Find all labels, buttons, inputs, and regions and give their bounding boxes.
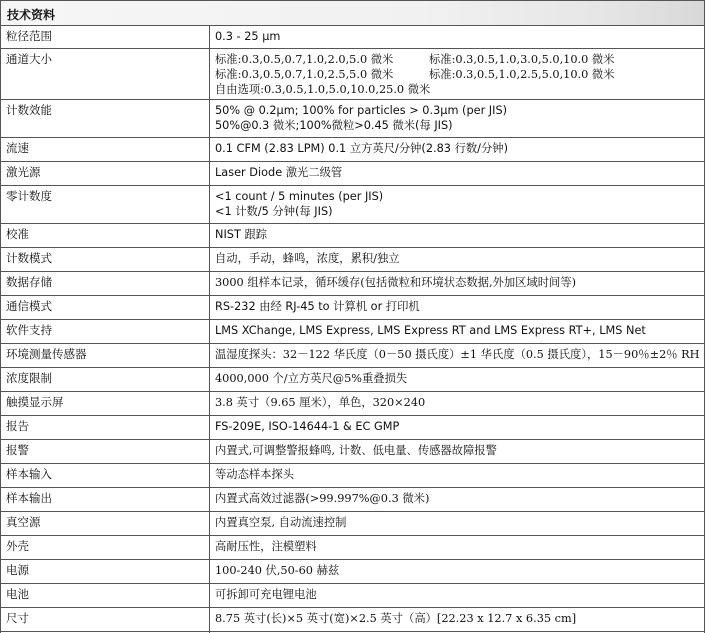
spec-value-line: <1 count / 5 minutes (per JIS) xyxy=(215,190,384,203)
spec-label: 真空源 xyxy=(1,512,210,536)
spec-value-line: 等动态样本探头 xyxy=(215,468,295,481)
spec-value-line: 3.8 英寸（9.65 厘米），单色，320×240 xyxy=(215,396,426,409)
spec-value xyxy=(210,296,705,320)
spec-label: 电池 xyxy=(1,584,210,608)
spec-row xyxy=(1,536,705,560)
spec-value-line: <1 计数/5 分钟(每 JIS) xyxy=(215,205,333,218)
spec-label: 计数效能 xyxy=(1,100,210,138)
spec-row xyxy=(1,392,705,416)
spec-label: 激光源 xyxy=(1,162,210,186)
spec-value-line: 0.1 CFM (2.83 LPM) 0.1 立方英尺/分钟(2.83 行数/分钟) xyxy=(215,142,508,155)
spec-value xyxy=(210,464,705,488)
spec-table xyxy=(0,25,705,633)
spec-value xyxy=(210,248,705,272)
spec-row xyxy=(1,100,705,138)
spec-label: 计数模式 xyxy=(1,248,210,272)
spec-row xyxy=(1,272,705,296)
spec-label: 通信模式 xyxy=(1,296,210,320)
spec-value xyxy=(210,512,705,536)
spec-label: 数据存储 xyxy=(1,272,210,296)
spec-row xyxy=(1,26,705,49)
spec-value xyxy=(210,320,705,344)
spec-value xyxy=(210,162,705,186)
spec-label: 校准 xyxy=(1,224,210,248)
spec-row xyxy=(1,464,705,488)
spec-value xyxy=(210,138,705,162)
spec-value-line: 50%@0.3 微米;100%微粒>0.45 微米(每 JIS) xyxy=(215,119,453,132)
channel-option: 标准:0.3,0.5,0.7,1.0,2.0,5.0 微米 xyxy=(215,53,394,66)
channel-line xyxy=(215,67,699,82)
spec-value-line: LMS XChange, LMS Express, LMS Express RT and LMS Express RT+, LMS Net xyxy=(215,324,646,337)
spec-value-line: 高耐压性，注模塑料 xyxy=(215,540,317,553)
spec-value-line: RS-232 由经 RJ-45 to 计算机 or 打印机 xyxy=(215,300,420,313)
spec-label: 报告 xyxy=(1,416,210,440)
spec-value-line: Laser Diode 激光二级管 xyxy=(215,166,343,179)
channel-option: 标准:0.3,0.5,1.0,2.5,5.0,10.0 微米 xyxy=(429,68,615,81)
spec-value xyxy=(210,416,705,440)
spec-row xyxy=(1,416,705,440)
spec-value-line: 内置真空泵, 自动流速控制 xyxy=(215,516,347,529)
channel-custom-option: 自由选项:0.3,0.5,1.0,5.0,10.0,25.0 微米 xyxy=(215,83,431,96)
spec-value xyxy=(210,272,705,296)
table-title-bar xyxy=(0,0,705,26)
spec-value xyxy=(210,49,705,100)
channel-option: 标准:0.3,0.5,0.7,1.0,2.5,5.0 微米 xyxy=(215,68,394,81)
spec-row xyxy=(1,248,705,272)
spec-label: 浓度限制 xyxy=(1,368,210,392)
spec-row xyxy=(1,224,705,248)
table-title: 技术资料 xyxy=(7,8,56,22)
spec-value-line: 自动，手动，蜂鸣，浓度，累积/独立 xyxy=(215,252,400,265)
spec-value xyxy=(210,440,705,464)
spec-label: 流速 xyxy=(1,138,210,162)
spec-value xyxy=(210,344,705,368)
spec-value-line: FS-209E, ISO-14644-1 & EC GMP xyxy=(215,420,400,433)
spec-value xyxy=(210,186,705,224)
spec-label: 尺寸 xyxy=(1,608,210,632)
spec-label: 触摸显示屏 xyxy=(1,392,210,416)
spec-value-line: 3000 组样本记录，循环缓存(包括微粒和环境状态数据,外加区域时间等) xyxy=(215,276,577,289)
spec-value-line: 50% @ 0.2µm; 100% for particles > 0.3µm (per JIS) xyxy=(215,104,508,117)
spec-value xyxy=(210,488,705,512)
spec-label: 零计数度 xyxy=(1,186,210,224)
spec-row xyxy=(1,440,705,464)
spec-value-line: 可拆卸可充电锂电池 xyxy=(215,588,317,601)
spec-row xyxy=(1,162,705,186)
spec-value-line: 内置式高效过滤器(>99.997%@0.3 微米) xyxy=(215,492,430,505)
spec-value xyxy=(210,584,705,608)
spec-row xyxy=(1,296,705,320)
spec-value xyxy=(210,392,705,416)
spec-label: 环境测量传感器 xyxy=(1,344,210,368)
spec-row xyxy=(1,488,705,512)
spec-label: 电源 xyxy=(1,560,210,584)
channel-option: 标准:0.3,0.5,1.0,3.0,5.0,10.0 微米 xyxy=(429,53,615,66)
spec-value xyxy=(210,560,705,584)
spec-value-line: 4000,000 个/立方英尺@5%重叠损失 xyxy=(215,372,408,385)
spec-label: 报警 xyxy=(1,440,210,464)
spec-value xyxy=(210,368,705,392)
spec-value xyxy=(210,224,705,248)
spec-row xyxy=(1,584,705,608)
spec-label: 通道大小 xyxy=(1,49,210,100)
spec-label: 样本输入 xyxy=(1,464,210,488)
spec-row xyxy=(1,344,705,368)
spec-row xyxy=(1,368,705,392)
spec-value-line: 8.75 英寸(长)×5 英寸(宽)×2.5 英寸（高）[22.23 x 12.7 x 6.35 cm] xyxy=(215,612,577,625)
spec-value xyxy=(210,26,705,49)
spec-row xyxy=(1,138,705,162)
spec-value xyxy=(210,608,705,632)
spec-value-line: 内置式,可调整警报蜂鸣, 计数、低电量、传感器故障报警 xyxy=(215,444,497,457)
spec-row xyxy=(1,49,705,100)
spec-row xyxy=(1,186,705,224)
spec-row xyxy=(1,512,705,536)
spec-value xyxy=(210,536,705,560)
spec-label: 粒径范围 xyxy=(1,26,210,49)
spec-row xyxy=(1,608,705,632)
spec-value xyxy=(210,100,705,138)
spec-label: 外壳 xyxy=(1,536,210,560)
spec-value-line: 100-240 伏,50-60 赫兹 xyxy=(215,564,340,577)
spec-label: 软件支持 xyxy=(1,320,210,344)
spec-value-line: 温湿度探头：32－122 华氏度（0－50 摄氏度）±1 华氏度（0.5 摄氏度），15－90％±2％ RH xyxy=(215,348,700,361)
channel-line xyxy=(215,52,699,67)
spec-label: 样本输出 xyxy=(1,488,210,512)
spec-value-line: 0.3 - 25 µm xyxy=(215,30,281,43)
spec-row xyxy=(1,560,705,584)
spec-value-line: NIST 跟踪 xyxy=(215,228,268,241)
spec-row xyxy=(1,320,705,344)
